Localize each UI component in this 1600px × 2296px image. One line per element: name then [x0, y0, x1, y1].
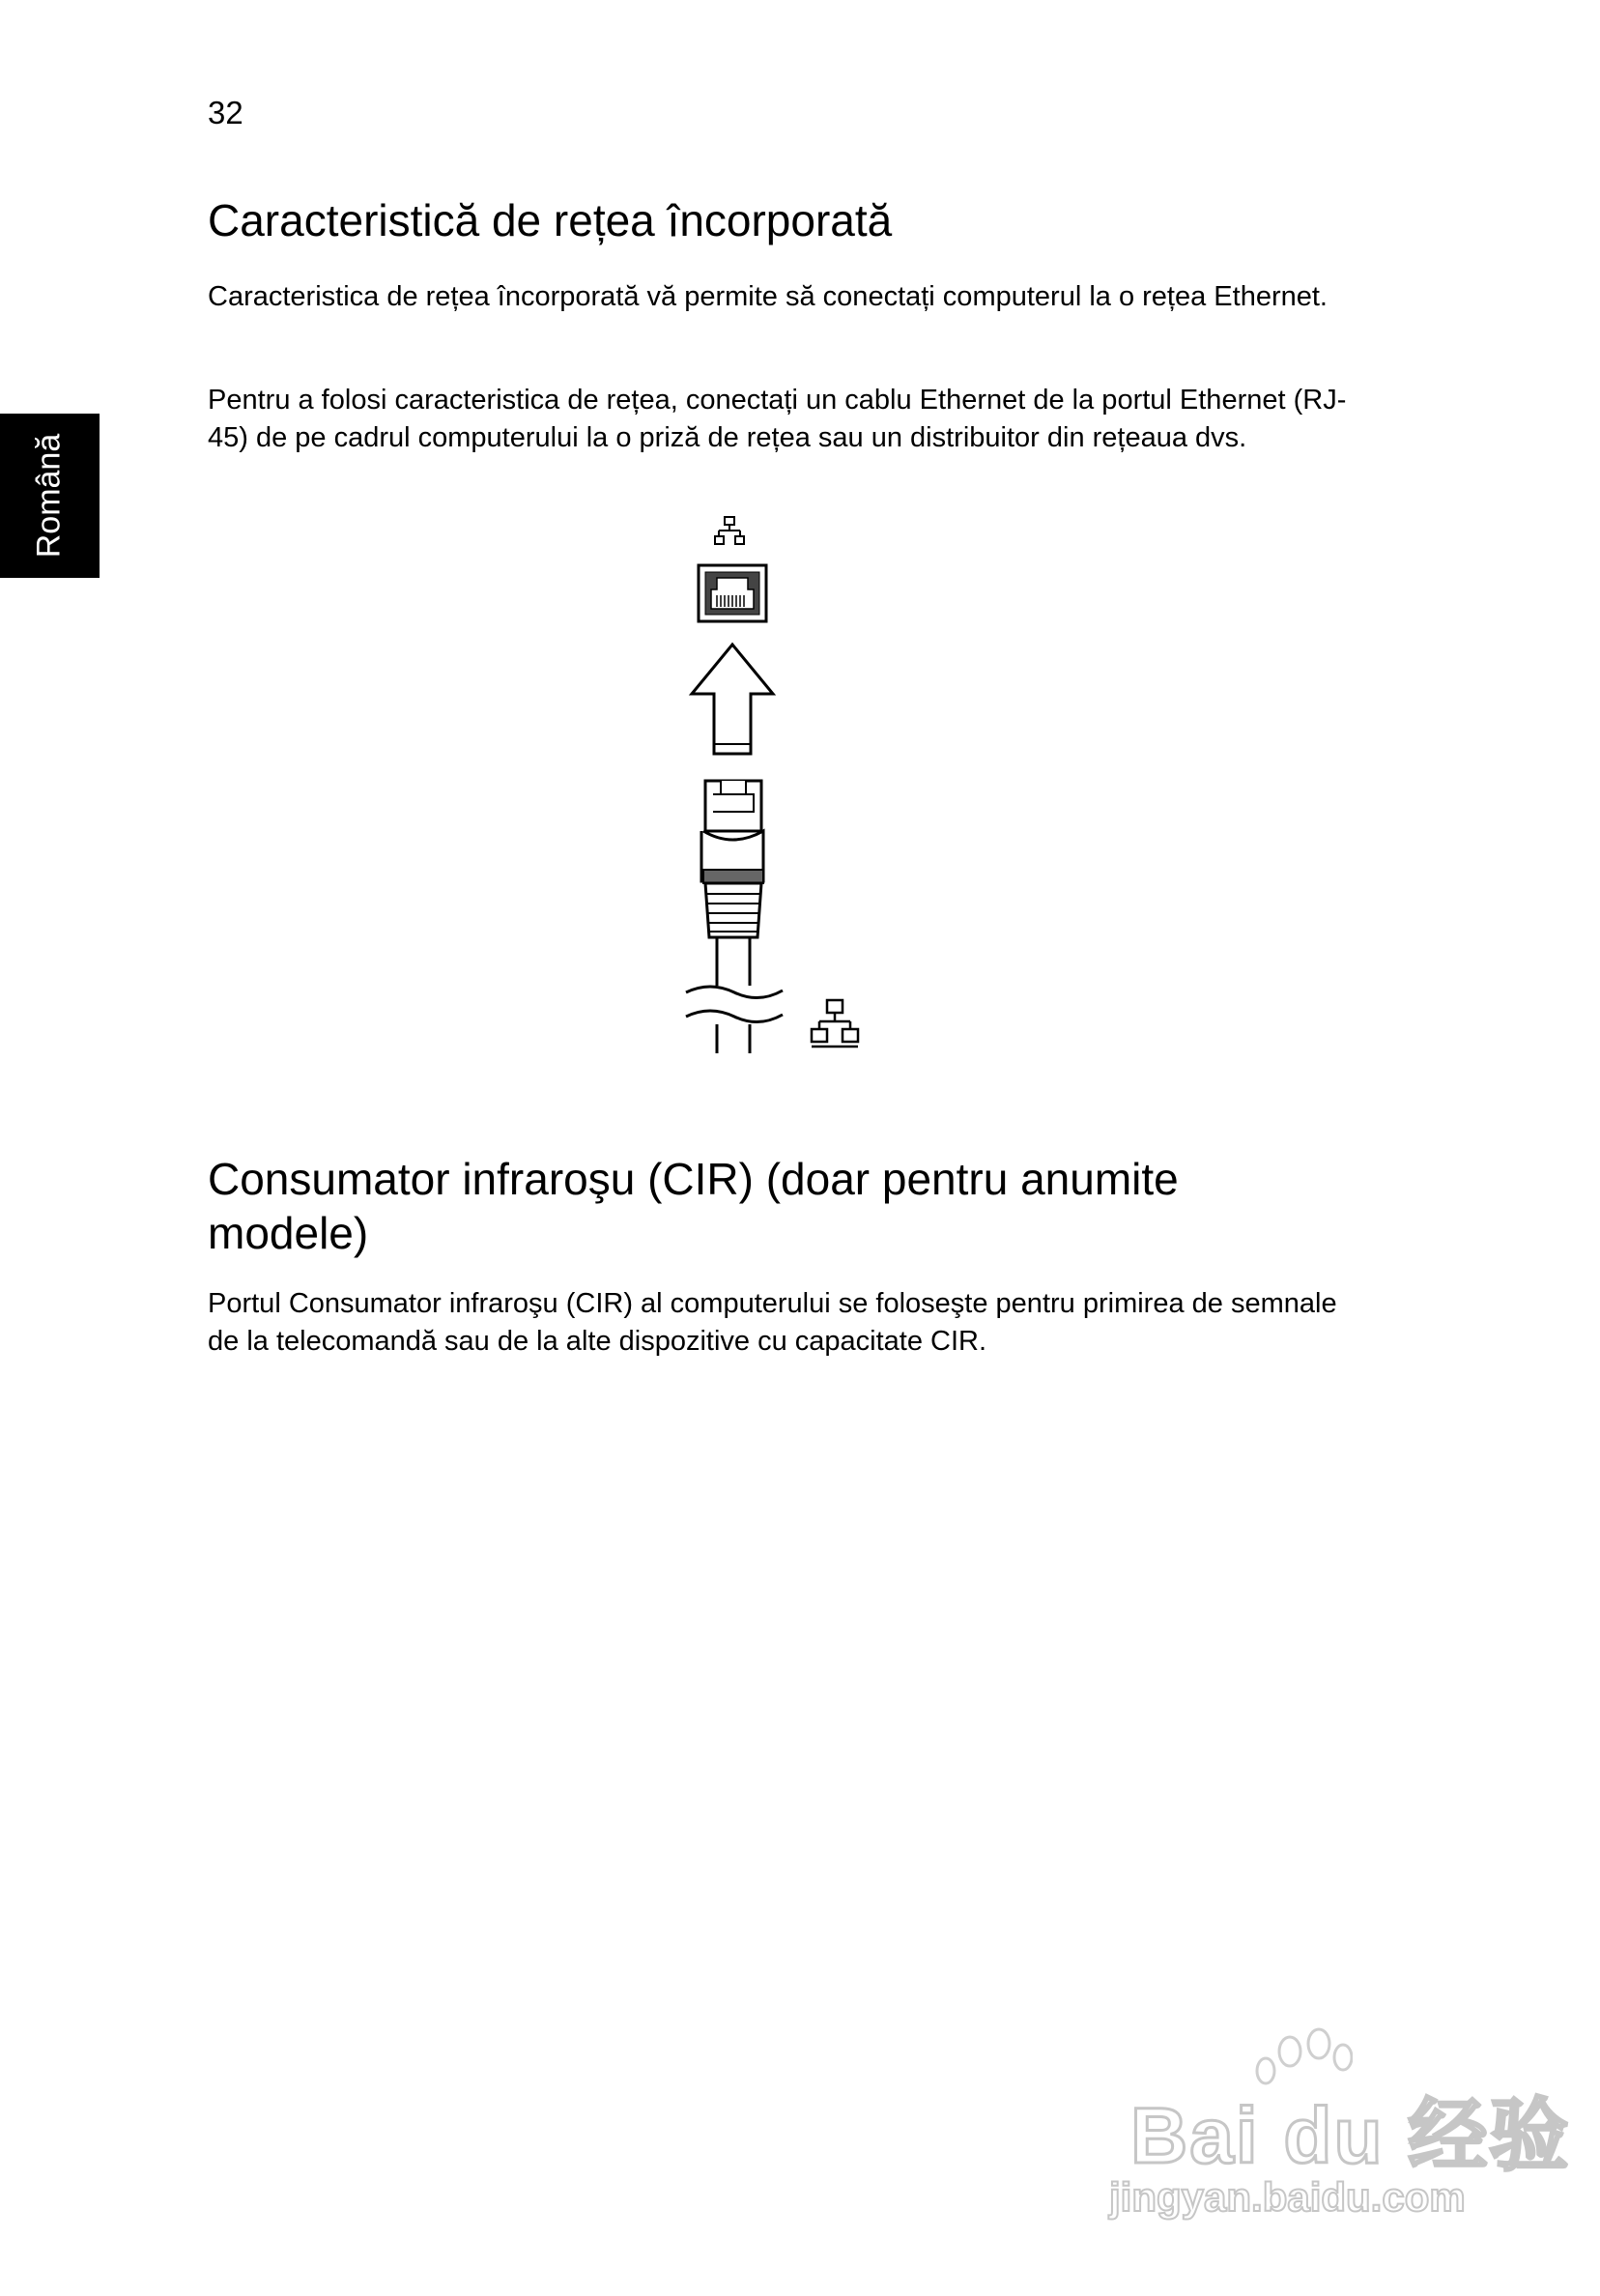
language-tab-label: Română	[30, 433, 68, 559]
rj45-port-icon	[699, 565, 766, 621]
network-paragraph-2: Pentru a folosi caracteristica de rețea, conectați un cablu Ethernet de la portul Ethernet (RJ-45) de pe cadrul computerului la o priză de rețea sau un distribuitor din rețeaua dvs.	[208, 385, 1347, 453]
cable-icon	[686, 937, 783, 1053]
page-number: 32	[208, 95, 243, 130]
network-icon	[812, 1000, 858, 1047]
cir-paragraph: Portul Consumator infraroşu (CIR) al computerului se foloseşte pentru primirea de semnale de la telecomandă sau de la alte dispozitive cu capacitate CIR.	[208, 1288, 1337, 1357]
network-icon	[715, 517, 744, 544]
section-heading-network: Caracteristică de rețea încorporată	[208, 195, 893, 245]
section-heading-cir: Consumator infraroşu (CIR) (doar pentru anumite modele)	[208, 1154, 1179, 1258]
watermark-url: jingyan.baidu.com	[1109, 2174, 1466, 2220]
watermark-brand: Bai du 经验	[1130, 2092, 1571, 2180]
network-paragraph-1: Caracteristica de rețea încorporată vă permite să conectați computerul la o rețea Ethernet.	[208, 281, 1328, 312]
rj45-plug-icon	[701, 781, 763, 937]
language-tab	[0, 414, 100, 578]
arrow-up-icon	[692, 645, 773, 754]
ethernet-connection-figure	[667, 512, 889, 1063]
